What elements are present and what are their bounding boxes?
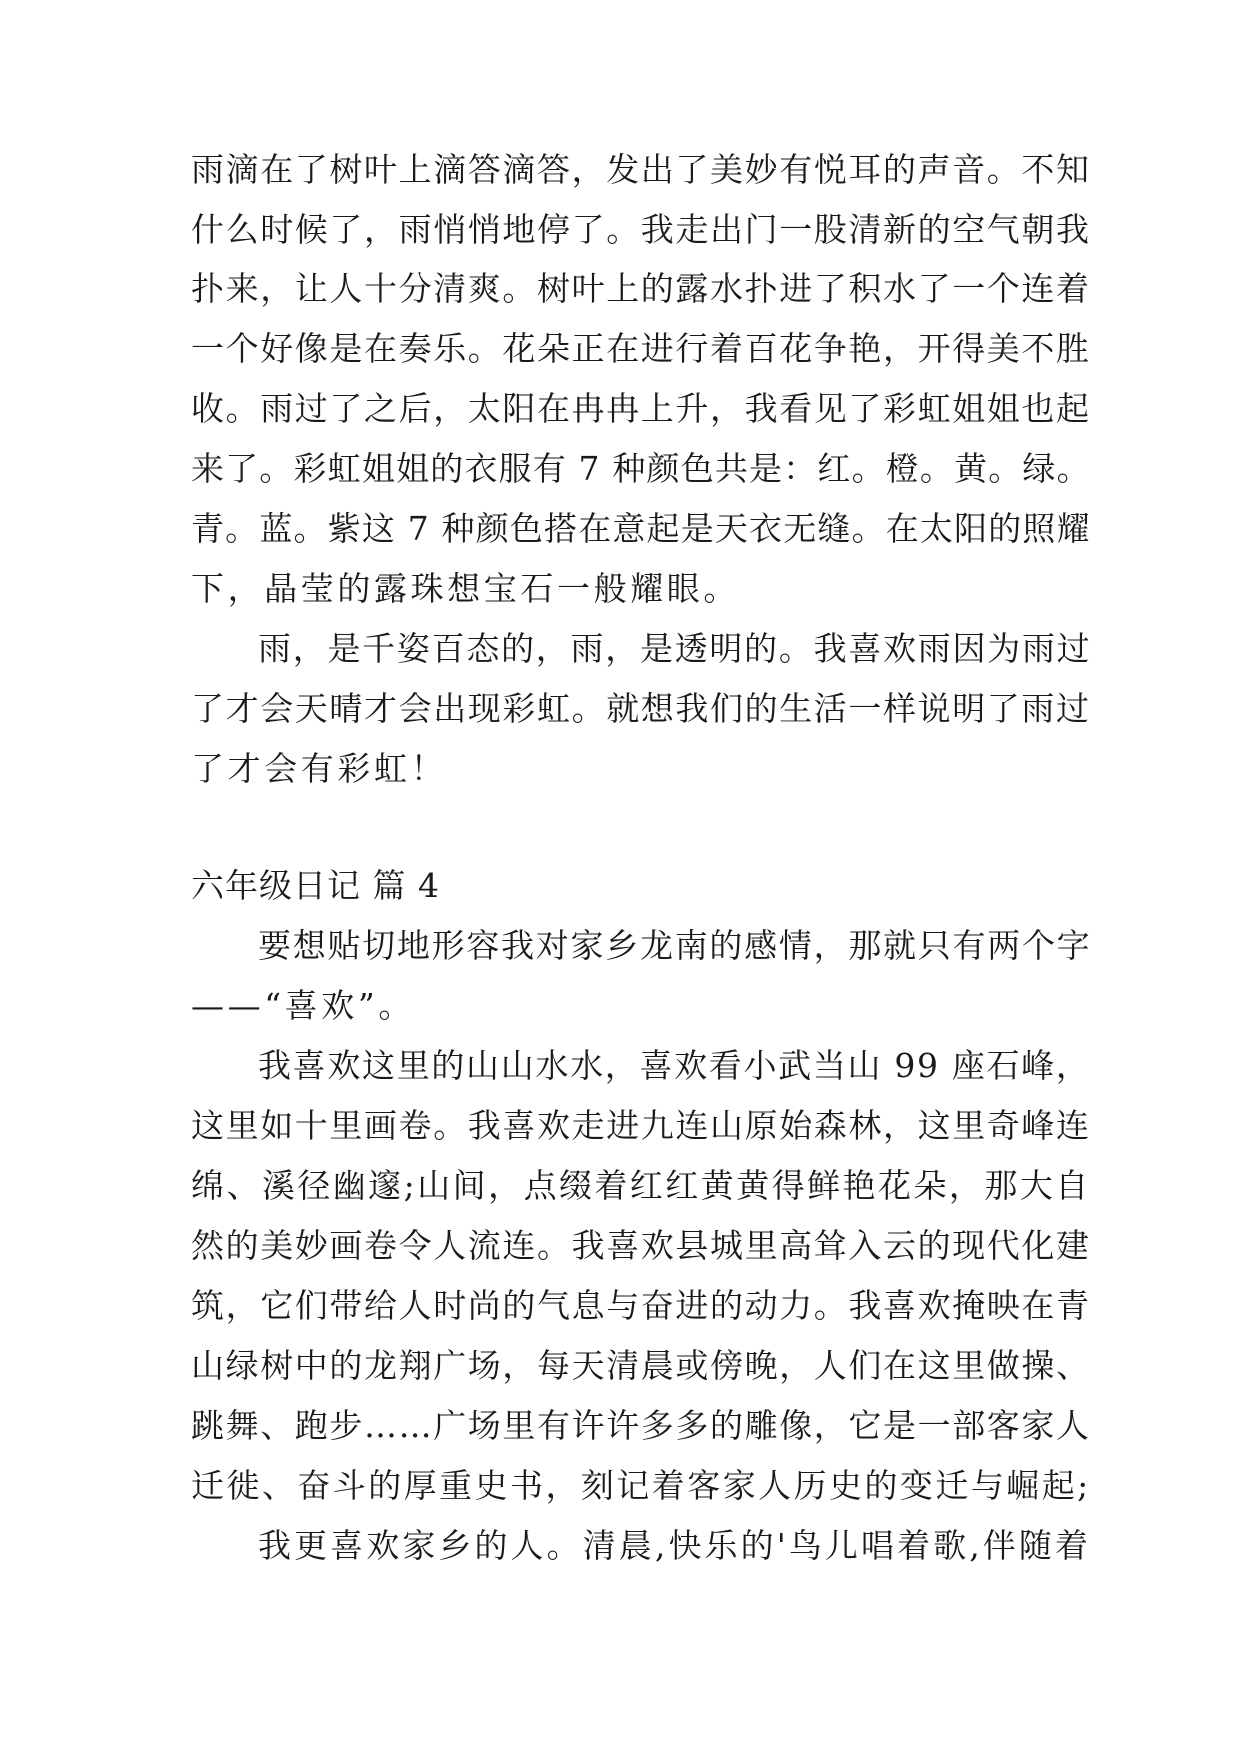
text-line: 然的美妙画卷令人流连。我喜欢县城里高耸入云的现代化建	[191, 1226, 1091, 1265]
text-line: 山绿树中的龙翔广场，每天清晨或傍晚，人们在这里做操、	[191, 1346, 1091, 1385]
text-line: 绵、溪径幽邃;山间，点缀着红红黄黄得鲜艳花朵，那大自	[191, 1166, 1091, 1205]
text-line: 了才会天晴才会出现彩虹。就想我们的生活一样说明了雨过	[191, 689, 1091, 728]
text-line: 筑，它们带给人时尚的气息与奋进的动力。我喜欢掩映在青	[191, 1286, 1091, 1325]
text-line: 什么时候了，雨悄悄地停了。我走出门一股清新的空气朝我	[191, 210, 1091, 249]
text-line: 我喜欢这里的山山水水，喜欢看小武当山 99 座石峰，	[258, 1046, 1091, 1085]
text-line: 一个好像是在奏乐。花朵正在进行着百花争艳，开得美不胜	[191, 329, 1091, 368]
text-line: 雨滴在了树叶上滴答滴答，发出了美妙有悦耳的声音。不知	[191, 150, 1091, 189]
text-line: 收。雨过了之后，太阳在冉冉上升，我看见了彩虹姐姐也起	[191, 389, 1091, 428]
text-line: ——“喜欢”。	[191, 986, 415, 1025]
text-line: 跳舞、跑步……广场里有许许多多的雕像，它是一部客家人	[191, 1406, 1091, 1445]
text-line: 雨，是千姿百态的，雨，是透明的。我喜欢雨因为雨过	[258, 629, 1092, 668]
section-title: 六年级日记 篇 4	[191, 866, 440, 905]
text-line: 下，晶莹的露珠想宝石一般耀眼。	[191, 569, 740, 608]
text-line: 迁徙、奋斗的厚重史书，刻记着客家人历史的变迁与崛起;	[191, 1466, 1091, 1505]
text-line: 这里如十里画卷。我喜欢走进九连山原始森林，这里奇峰连	[191, 1106, 1091, 1145]
text-line: 要想贴切地形容我对家乡龙南的感情，那就只有两个字	[258, 926, 1092, 965]
text-line: 来了。彩虹姐姐的衣服有 7 种颜色共是：红。橙。黄。绿。	[191, 449, 1091, 488]
text-line: 我更喜欢家乡的人。清晨,快乐的'鸟儿唱着歌,伴随着	[258, 1526, 1092, 1565]
text-line: 了才会有彩虹！	[191, 749, 448, 788]
text-line: 青。蓝。紫这 7 种颜色搭在意起是天衣无缝。在太阳的照耀	[191, 509, 1091, 548]
text-line: 扑来，让人十分清爽。树叶上的露水扑进了积水了一个连着	[191, 269, 1091, 308]
